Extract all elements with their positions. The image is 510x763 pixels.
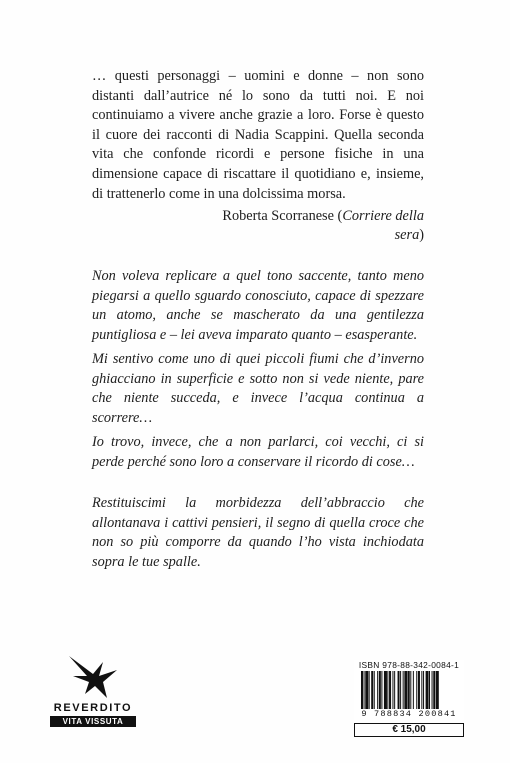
series-name: VITA VISSUTA [50,716,136,727]
barcode [354,660,464,722]
excerpt-1: Non voleva replicare a quel tono saccente, tanto meno piegarsi a quello sguardo conosciuto, capace di spezzare un atomo, anche se mascherato da una gentilezza puntigliosa e – lei aveva imparato quanto – esasperante. [92,268,424,343]
price-tag: € 15,00 [354,723,464,737]
review-author: Roberta Scorranese [222,208,334,224]
review-attribution: Roberta Scorranese (Corriere della sera) [222,208,424,243]
ean-digits: 9 788834 200841 [361,709,457,719]
excerpt-3: Io trovo, invece, che a non parlarci, coi vecchi, ci si perde perché sono loro a conservare il ricordo di cose… [92,434,424,470]
review-text: … questi personaggi – uomini e donne – non sono distanti dall’autrice né lo sono da tutti noi. E noi continuiamo a vivere anche grazie a loro. Forse è questo il cuore dei racconti di Nadia Scappini. Quella seconda vita che confonde ricordi e persone fisiche in una dimensione capace di riscattare il quotidiano e, insieme, di trattenerlo come in una dolcissima morsa. [92,68,424,202]
review-quote [92,67,424,204]
review-source: Corriere della sera [342,208,424,243]
excerpt-2: Mi sentivo come uno di quei piccoli fiumi che d’inverno ghiacciano in superficie e sotto non si vede niente, pare che niente succeda, e invece l’acqua continua a scorrere… [92,351,424,426]
barcode-bars [359,671,459,711]
eagle-logo-icon [63,654,123,700]
publisher-name: REVERDITO [53,702,133,714]
isbn-label: ISBN 978-88-342-0084-1 [358,660,460,670]
publisher-logo [50,654,136,727]
excerpt-4: Restituiscimi la morbidezza dell’abbraccio che allontanava i cattivi pensieri, il segno di quella croce che non so più comporre da quando l’ho vista inchiodata sopra le tue spalle. [92,495,424,570]
